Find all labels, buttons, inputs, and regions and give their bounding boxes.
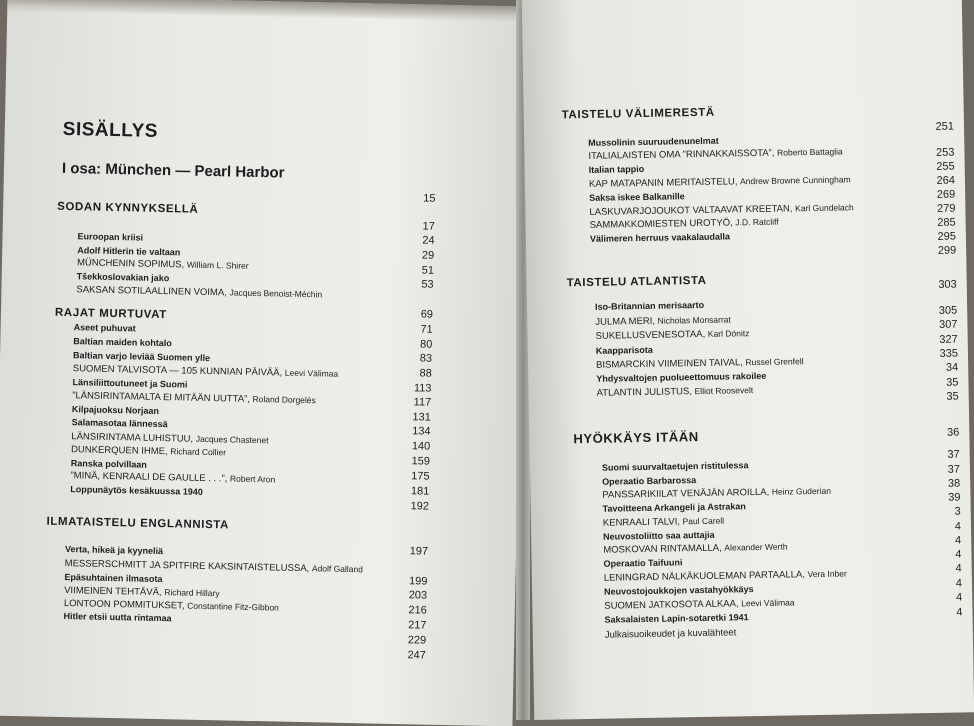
page-number: 203 [408, 589, 428, 602]
page-number: 4 [955, 577, 963, 590]
page-number: 24 [422, 234, 435, 247]
entry-title: Tšekkoslovakian jako [76, 271, 170, 284]
page-number: 216 [408, 604, 427, 617]
entry-author: Roberto Battaglia [776, 146, 843, 158]
page-number: 131 [412, 411, 431, 424]
entry-title: Aseet puhuvat [73, 322, 136, 334]
entry-title: Julkaisuoikeudet ja kuvalähteet [604, 627, 737, 641]
toc-entry [588, 146, 842, 161]
toc-entry [77, 245, 180, 257]
page-number: 38 [947, 477, 961, 490]
page-number: 35 [946, 376, 959, 389]
entry-title: LASKUVARJOJOUKOT VALTAAVAT KREETAN, [589, 203, 793, 218]
entry-title: SUKELLUSVENESOTAA, [595, 328, 706, 342]
toc-entry [603, 516, 724, 529]
page-number: 17 [422, 220, 435, 233]
page-edge-shadow [7, 0, 527, 23]
entry-title: Saksa iskee Balkanille [589, 191, 685, 203]
page-number: 299 [937, 244, 957, 257]
entry-author: Russel Grenfell [745, 356, 804, 368]
page-number: 175 [411, 470, 430, 483]
toc-entry [73, 350, 210, 363]
entry-author: Leevi Välimaa [741, 597, 795, 609]
page-number: 217 [408, 619, 427, 632]
toc-entry [76, 284, 322, 300]
entry-author: Andrew Browne Cunningham [739, 174, 851, 187]
toc-entry [589, 191, 685, 203]
entry-title: Iso-Britannian merisaarto [594, 299, 705, 312]
entry-title: ”LÄNSIRINTAMALTA EI MITÄÄN UUTTA”, [72, 390, 251, 405]
page-number: 51 [421, 264, 435, 277]
section-heading: HYÖKKÄYS ITÄÄN [573, 429, 699, 447]
page-number: 192 [410, 500, 430, 513]
section-heading: RAJAT MURTUVAT [54, 306, 167, 322]
page-number: 37 [947, 448, 960, 461]
entry-author: Leevi Välimaa [284, 367, 339, 379]
toc-entry [589, 174, 851, 190]
entry-title: DUNKERQUEN IHME, [70, 444, 168, 458]
page-number: 29 [421, 249, 435, 262]
entry-title: Neuvostoliitto saa auttajia [603, 529, 715, 542]
toc-entry [72, 417, 168, 429]
right-page [522, 0, 974, 720]
entry-author: Roland Dorgelès [252, 393, 316, 406]
toc-entry [73, 336, 172, 348]
page-number: 80 [419, 338, 433, 351]
entry-author: Robert Aron [229, 473, 276, 485]
page-number: 247 [407, 649, 426, 662]
toc-entry [604, 584, 754, 597]
page-number: 4 [955, 591, 963, 604]
toc-entry [589, 202, 853, 218]
entry-author: Alexander Werth [724, 541, 788, 553]
entry-title: Salamasotaa lännessä [71, 417, 168, 430]
entry-title: ATLANTIN JULISTUS, [596, 386, 693, 399]
toc-entry [596, 328, 750, 342]
toc-entry [64, 585, 220, 599]
entry-author: Paul Carell [682, 515, 725, 527]
section-heading: TAISTELU VÄLIMERESTÄ [561, 106, 715, 122]
entry-title: MOSKOVAN RINTAMALLA, [603, 542, 722, 556]
page-number: 4 [955, 548, 962, 561]
page-number: 117 [413, 396, 432, 409]
page-number: 4 [954, 534, 962, 547]
toc-entry [595, 314, 731, 327]
page-number: 229 [407, 634, 427, 647]
entry-title: Operaatio Taifuuni [603, 557, 683, 569]
toc-entry [77, 257, 249, 272]
toc-entry [70, 484, 203, 497]
page-number: 269 [936, 188, 956, 201]
entry-author: Elliot Roosevelt [694, 385, 754, 397]
page-number: 88 [419, 367, 432, 380]
entry-author: Karl Dönitz [707, 328, 750, 339]
page-number: 36 [946, 426, 960, 439]
section-heading: TAISTELU ATLANTISTA [566, 274, 707, 290]
entry-title: Mussolinin suuruudenunelmat [588, 135, 719, 148]
page-number: 134 [412, 425, 431, 438]
toc-entry [77, 271, 170, 283]
toc-entry [65, 544, 163, 556]
entry-title: SUOMEN JATKOSOTA ALKAA, [604, 598, 739, 612]
page-number: 113 [413, 382, 432, 395]
page-number: 83 [419, 352, 433, 365]
toc-entry [602, 486, 831, 501]
toc-entry [71, 444, 226, 458]
entry-title: Tavoitteena Arkangeli ja Astrakan [602, 501, 746, 514]
page-number: 303 [938, 278, 957, 291]
entry-author: Constantine Fitz-Gibbon [187, 600, 279, 613]
page-number: 39 [948, 491, 961, 504]
page-number: 71 [420, 323, 433, 336]
toc-entry [588, 136, 719, 148]
page-number: 285 [937, 216, 956, 229]
entry-author: William L. Shirer [186, 259, 249, 271]
toc-entry [72, 390, 316, 406]
entry-title: Euroopan kriisi [77, 231, 144, 243]
entry-author: Jacques Chastenet [195, 433, 269, 446]
toc-entry [602, 460, 749, 473]
toc-entry [74, 322, 136, 333]
entry-title: VIIMEINEN TEHTÄVÄ, [64, 585, 162, 599]
entry-title: Hitler etsii uutta rintamaa [63, 611, 172, 624]
page-number: 4 [955, 562, 962, 575]
entry-author: Nicholas Monsarrat [657, 314, 731, 326]
toc-entry [603, 557, 682, 568]
entry-title: SAKSAN SOTILAALLINEN VOIMA, [76, 284, 227, 299]
entry-title: LÄNSIRINTAMA LUHISTUU, [71, 431, 194, 445]
entry-author: J.D. Ratcliff [735, 216, 779, 228]
entry-title: KAP MATAPANIN MERITAISTELU, [588, 176, 738, 190]
entry-title: LONTOON POMMITUKSET, [63, 598, 185, 612]
page-number: 264 [936, 174, 956, 187]
entry-title: BISMARCKIN VIIMEINEN TAIVAL, [596, 357, 743, 371]
entry-title: Kilpajuoksu Norjaan [71, 404, 160, 416]
entry-author: Jacques Benoist-Méchin [229, 287, 323, 300]
toc-entry [72, 404, 159, 416]
entry-title: KENRAALI TALVI, [602, 516, 681, 529]
entry-author: Richard Hillary [164, 587, 220, 599]
entry-title: SUOMEN TALVISOTA — 105 KUNNIAN PÄIVÄÄ, [72, 363, 283, 379]
toc-entry [604, 568, 847, 583]
page-number: 140 [411, 440, 431, 453]
page-number: 255 [936, 160, 955, 173]
page-number: 15 [423, 192, 436, 205]
entry-title: Yhdysvaltojen puolueettomuus rakoilee [596, 370, 767, 384]
toc-entry [603, 542, 787, 556]
entry-title: MESSERSCHMITT JA SPITFIRE KAKSINTAISTELUSSA, [64, 558, 310, 575]
entry-title: Loppunäytös kesäkuussa 1940 [70, 484, 203, 497]
contents-title: SISÄLLYS [62, 118, 159, 142]
entry-title: Epäsuhtainen ilmasota [64, 572, 163, 585]
entry-title: Länsiliittoutuneet ja Suomi [72, 377, 188, 390]
entry-author: Richard Collier [170, 446, 227, 458]
entry-title: Ranska polvillaan [70, 458, 147, 470]
toc-entry [72, 377, 187, 389]
toc-entry [589, 164, 645, 175]
entry-title: Adolf Hitlerin tie valtaan [77, 245, 181, 258]
section-heading: SODAN KYNNYKSELLÄ [57, 200, 199, 216]
entry-author: Adolf Galland [311, 563, 364, 575]
page-number: 253 [935, 146, 955, 159]
entry-title: Operaatio Barbarossa [602, 475, 697, 487]
entry-title: ”MINÄ, KENRAALI DE GAULLE . . .”, [70, 470, 228, 485]
entry-title: Baltian varjo leviää Suomen ylle [72, 350, 211, 364]
page-number: 4 [954, 520, 962, 533]
page-number: 279 [936, 202, 956, 215]
entry-title: JULMA MERI, [595, 315, 656, 328]
toc-entry [602, 475, 696, 487]
toc-entry [603, 530, 715, 542]
entry-title: SAMMAKKOMIESTEN UROTYÖ, [589, 217, 733, 231]
entry-title: ITALIALAISTEN OMA ”RINNAKKAISSOTA”, [588, 147, 775, 162]
page-number: 199 [408, 575, 428, 588]
toc-entry [77, 231, 143, 242]
toc-entry [604, 597, 794, 611]
page-number: 197 [409, 545, 429, 558]
page-number: 35 [946, 390, 959, 403]
toc-entry [596, 356, 804, 371]
entry-title: PANSSARIKIILAT VENÄJÄN AROILLA, [602, 486, 770, 501]
toc-entry [64, 572, 162, 584]
entry-title: Välimeren herruus vaakalaudalla [589, 231, 731, 244]
page-number: 3 [954, 505, 961, 518]
toc-entry [596, 371, 766, 384]
entry-title: Kaapparisota [595, 344, 653, 356]
toc-entry [64, 611, 172, 623]
page-number: 69 [420, 308, 434, 321]
page-number: 327 [939, 333, 958, 346]
entry-title: Verta, hikeä ja kyyneliä [64, 544, 164, 557]
page-number: 295 [937, 230, 957, 243]
toc-entry [596, 385, 753, 399]
toc-entry [605, 627, 737, 640]
part-title: I osa: München — Pearl Harbor [61, 159, 285, 182]
page-number: 251 [935, 120, 955, 133]
entry-title: Neuvostojoukkojen vastahyökkäys [603, 584, 754, 597]
toc-entry [604, 612, 748, 625]
toc-entry [590, 217, 779, 231]
entry-author: Heinz Guderian [771, 485, 831, 497]
entry-title: Italian tappio [588, 163, 645, 175]
entry-title: MÜNCHENIN SOPIMUS, [76, 257, 185, 271]
section-heading: ILMATAISTELU ENGLANNISTA [46, 515, 230, 532]
entry-title: Suomi suurvaltaetujen ristitulessa [601, 460, 749, 473]
page-number: 34 [945, 361, 959, 374]
toc-entry [603, 501, 746, 513]
page-number: 37 [947, 463, 961, 476]
entry-title: LENINGRAD NÄLKÄKUOLEMAN PARTAALLA, [603, 569, 806, 584]
entry-title: Saksalaisten Lapin-sotaretki 1941 [604, 612, 749, 625]
entry-author: Karl Gundelach [795, 202, 854, 214]
entry-author: Vera Inber [807, 568, 847, 580]
entry-title: Baltian maiden kohtalo [73, 336, 172, 349]
page-number: 181 [410, 485, 430, 498]
page-number: 307 [938, 318, 958, 331]
toc-entry [590, 231, 730, 243]
page-number: 4 [956, 606, 963, 619]
page-number: 53 [421, 278, 434, 291]
page-number: 335 [939, 347, 959, 360]
page-number: 305 [938, 304, 958, 317]
toc-entry [596, 345, 653, 356]
page-number: 159 [411, 455, 431, 468]
toc-entry [595, 300, 704, 312]
toc-entry [71, 458, 147, 470]
toc-entry [70, 470, 275, 485]
